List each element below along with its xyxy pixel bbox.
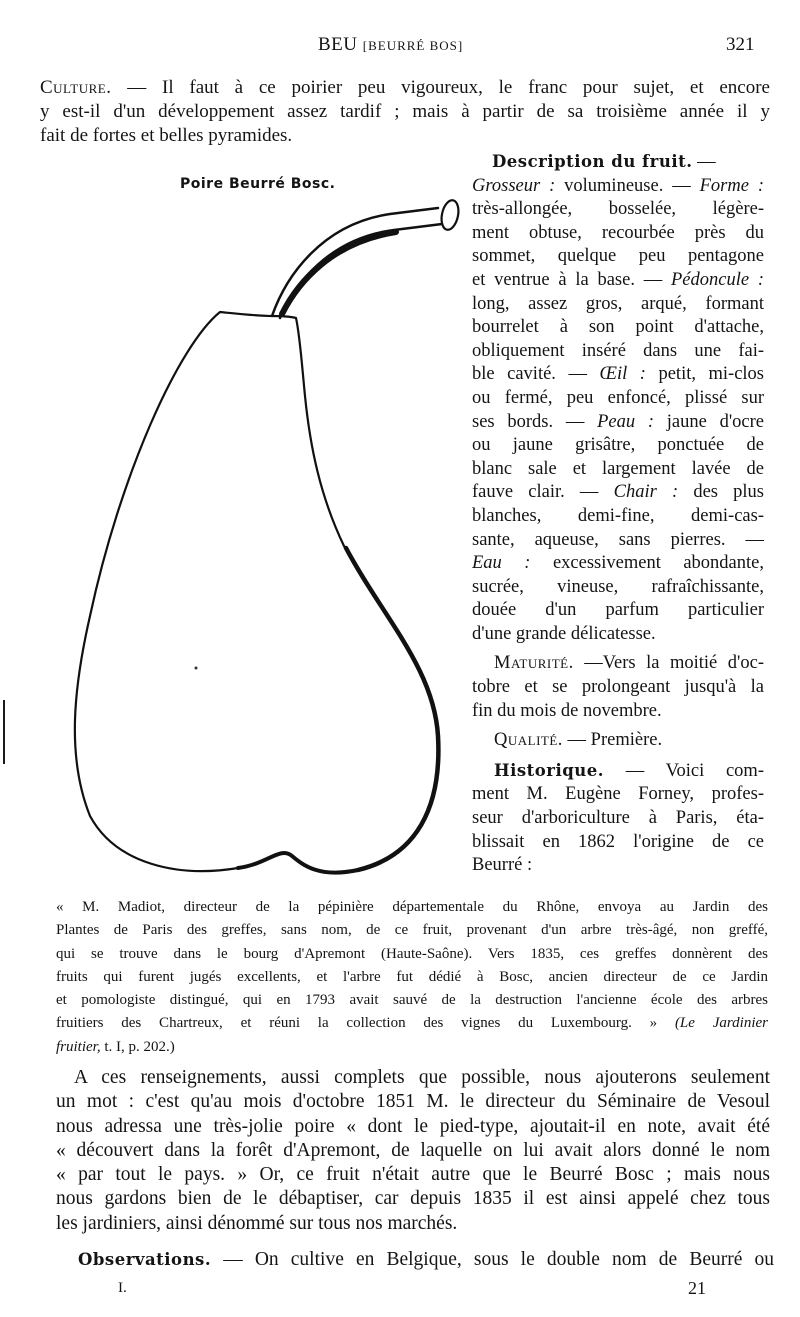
description-text: et ventrue à la base. — [472, 269, 671, 290]
description-line [472, 411, 764, 435]
observations-paragraph [78, 1248, 774, 1272]
description-text: douée d'un parfum particulier [472, 600, 764, 621]
description-line [472, 245, 764, 269]
maturity-label: Maturité. [494, 653, 574, 674]
page-number: 321 [726, 34, 755, 55]
description-line [472, 505, 764, 529]
margin-mark [3, 700, 5, 764]
description-line [472, 175, 764, 199]
description-text: sommet, quelque peu pentagone [472, 246, 764, 267]
quote-reference: (Le Jardinier [674, 1015, 768, 1032]
observations-text: — On cultive en Belgique, sous le double nom de Beurré ou [211, 1249, 774, 1270]
description-column [472, 150, 764, 878]
description-text: petit, mi-clos [645, 364, 764, 385]
quality-label: Qualité. [494, 730, 563, 751]
description-text: ses bords. — [472, 411, 598, 432]
text-line: Plantes de Paris des greffes, sans nom, de ce fruit, provenant d'un arbre très-âgé, non greffé, [56, 922, 768, 939]
description-line [472, 269, 764, 293]
quality-line [472, 729, 764, 753]
description-lines [472, 175, 764, 647]
history-heading: Historique. [494, 760, 605, 780]
commentary-paragraph [56, 1066, 770, 1236]
description-line [472, 363, 764, 387]
text-line: blissait en 1862 l'origine de ce [472, 831, 764, 852]
pear-stem-end [439, 199, 460, 232]
description-text: ou jaune grisâtre, ponctuée de [472, 435, 764, 456]
description-term: Peau : [597, 411, 655, 432]
description-text: blanches, demi-fine, demi-cas- [472, 505, 764, 526]
description-line [472, 198, 764, 222]
culture-line-1: — Il faut à ce poirier peu vigoureux, le franc pour sujet, et encore [111, 77, 770, 98]
text-line: fin du mois de novembre. [472, 700, 662, 721]
description-text: ble cavité. — [472, 364, 600, 385]
description-text: bourrelet à son point d'attache, [472, 317, 764, 338]
history-text: — Voici com- [604, 760, 764, 781]
text-line: y est-il d'un développement assez tardif ; mais à partir de sa troisième année il y [40, 101, 770, 122]
maturity-line [472, 652, 764, 676]
description-text: blanc sale et largement lavée de [472, 458, 764, 479]
description-term: Eau : [472, 553, 531, 574]
observations-heading: Observations. [78, 1250, 212, 1269]
figure-caption: Poire Beurré Bosc. [180, 176, 336, 192]
description-line [472, 458, 764, 482]
pear-dot [195, 667, 198, 670]
text-line [40, 76, 770, 100]
pear-shading [346, 548, 438, 870]
description-term: Chair : [613, 482, 679, 503]
running-title [318, 34, 463, 56]
page-header [0, 30, 800, 60]
description-line [472, 222, 764, 246]
description-text: volumineuse. — [555, 175, 700, 196]
running-title-main: BEU [318, 34, 358, 55]
description-line [472, 434, 764, 458]
text-line: un mot : c'est qu'au mois d'octobre 1851 M. le directeur du Séminaire de Vesoul [56, 1091, 770, 1113]
text-line: fruits qui furent jugés excellents, et l'arbre fut dédié à Bosc, ancien directeur de ce Jardin [56, 968, 768, 985]
culture-label: Culture. [40, 77, 112, 98]
running-title-sub: [BEURRÉ BOS] [362, 38, 464, 53]
description-line [472, 552, 764, 576]
description-text: ment obtuse, recourbée près du [472, 222, 764, 243]
text-line: les jardiniers, ainsi dénommé sur tous nos marchés. [56, 1212, 458, 1234]
text-line [56, 1036, 768, 1059]
description-text: sante, aqueuse, sans pierres. — [472, 529, 764, 550]
text-line: ment M. Eugène Forney, profes- [472, 784, 764, 805]
historical-quote [56, 896, 768, 1059]
description-line [472, 340, 764, 364]
text-line: et pomologiste distingué, qui en 1793 avait sauvé de la destruction l'ancienne école des arbres [56, 992, 768, 1009]
description-term: Œil : [599, 364, 646, 385]
description-line [472, 599, 764, 623]
description-text: très-allongée, bosselée, légère- [472, 199, 764, 220]
text-line: « découvert dans la forêt d'Apremont, de laquelle on lui avait alors donné le nom [56, 1139, 770, 1161]
description-line [472, 529, 764, 553]
text-line: seur d'arboriculture à Paris, éta- [472, 808, 764, 829]
text-line: nous gardons bien de le débaptiser, car depuis 1835 il est ainsi appelé chez tous [56, 1188, 770, 1210]
pear-outline [75, 312, 439, 873]
sheet-number: 21 [688, 1278, 706, 1298]
description-text: excessivement abondante, [530, 553, 764, 574]
description-line [472, 316, 764, 340]
pear-base-dimple [238, 853, 358, 873]
text-line: Beurré : [472, 855, 533, 876]
text-line: tobre et se prolongeant jusqu'à la [472, 677, 764, 698]
description-line [472, 623, 764, 647]
text-line [56, 1012, 768, 1035]
description-heading-dash: — [692, 152, 716, 172]
text-line: A ces renseignements, aussi complets que possible, nous ajouterons seulement [74, 1067, 770, 1088]
quote-reference-page: t. I, p. 202.) [100, 1038, 175, 1055]
description-line [472, 481, 764, 505]
description-text: jaune d'ocre [654, 411, 764, 432]
maturity-text: —Vers la moitié d'oc- [573, 653, 764, 674]
description-text: obliquement inséré dans une fai- [472, 340, 764, 361]
description-text: d'une grande délicatesse. [472, 623, 656, 644]
description-heading: Description du fruit. [492, 152, 693, 171]
description-text: fauve clair. — [472, 482, 614, 503]
quote-line-6: fruitiers des Chartreux, et réuni la collection des vignes du Luxembourg. » [56, 1015, 675, 1032]
text-line: « M. Madiot, directeur de la pépinière départementale du Rhône, envoya au Jardin des [56, 899, 768, 915]
description-term: Grosseur : [472, 175, 556, 196]
description-line [472, 387, 764, 411]
text-line: « par tout le pays. » Or, ce fruit n'était autre que le Beurré Bosc ; mais nous [56, 1164, 770, 1186]
description-term: Forme : [699, 175, 764, 196]
description-text: long, assez gros, arqué, formant [472, 293, 764, 314]
pear-stem [272, 208, 442, 318]
description-text: sucrée, vineuse, rafraîchissante, [472, 576, 764, 597]
signature-mark: I. [118, 1280, 127, 1296]
description-text: des plus [678, 482, 764, 503]
text-line: qui se trouve dans le bourg d'Apremont (Haute-Saône). Vers 1835, ces greffes donnèrent des [56, 945, 768, 962]
description-term: Pédoncule : [670, 269, 764, 290]
quality-text: — Première. [562, 730, 663, 751]
culture-paragraph [40, 76, 770, 148]
description-line [472, 293, 764, 317]
text-line: fait de fortes et belles pyramides. [40, 125, 293, 146]
pear-stem-shadow [282, 232, 396, 314]
description-line [472, 576, 764, 600]
description-text: ou fermé, peu enfoncé, plissé sur [472, 387, 764, 408]
text-line: nous adressa une très-jolie poire « dont le pied-type, ajoutait-il en note, avait été [56, 1115, 770, 1137]
pear-illustration [60, 196, 460, 886]
quote-reference-title: fruitier, [56, 1038, 101, 1055]
history-line [472, 759, 764, 784]
description-heading-line [472, 150, 764, 175]
text-line [78, 1248, 774, 1272]
